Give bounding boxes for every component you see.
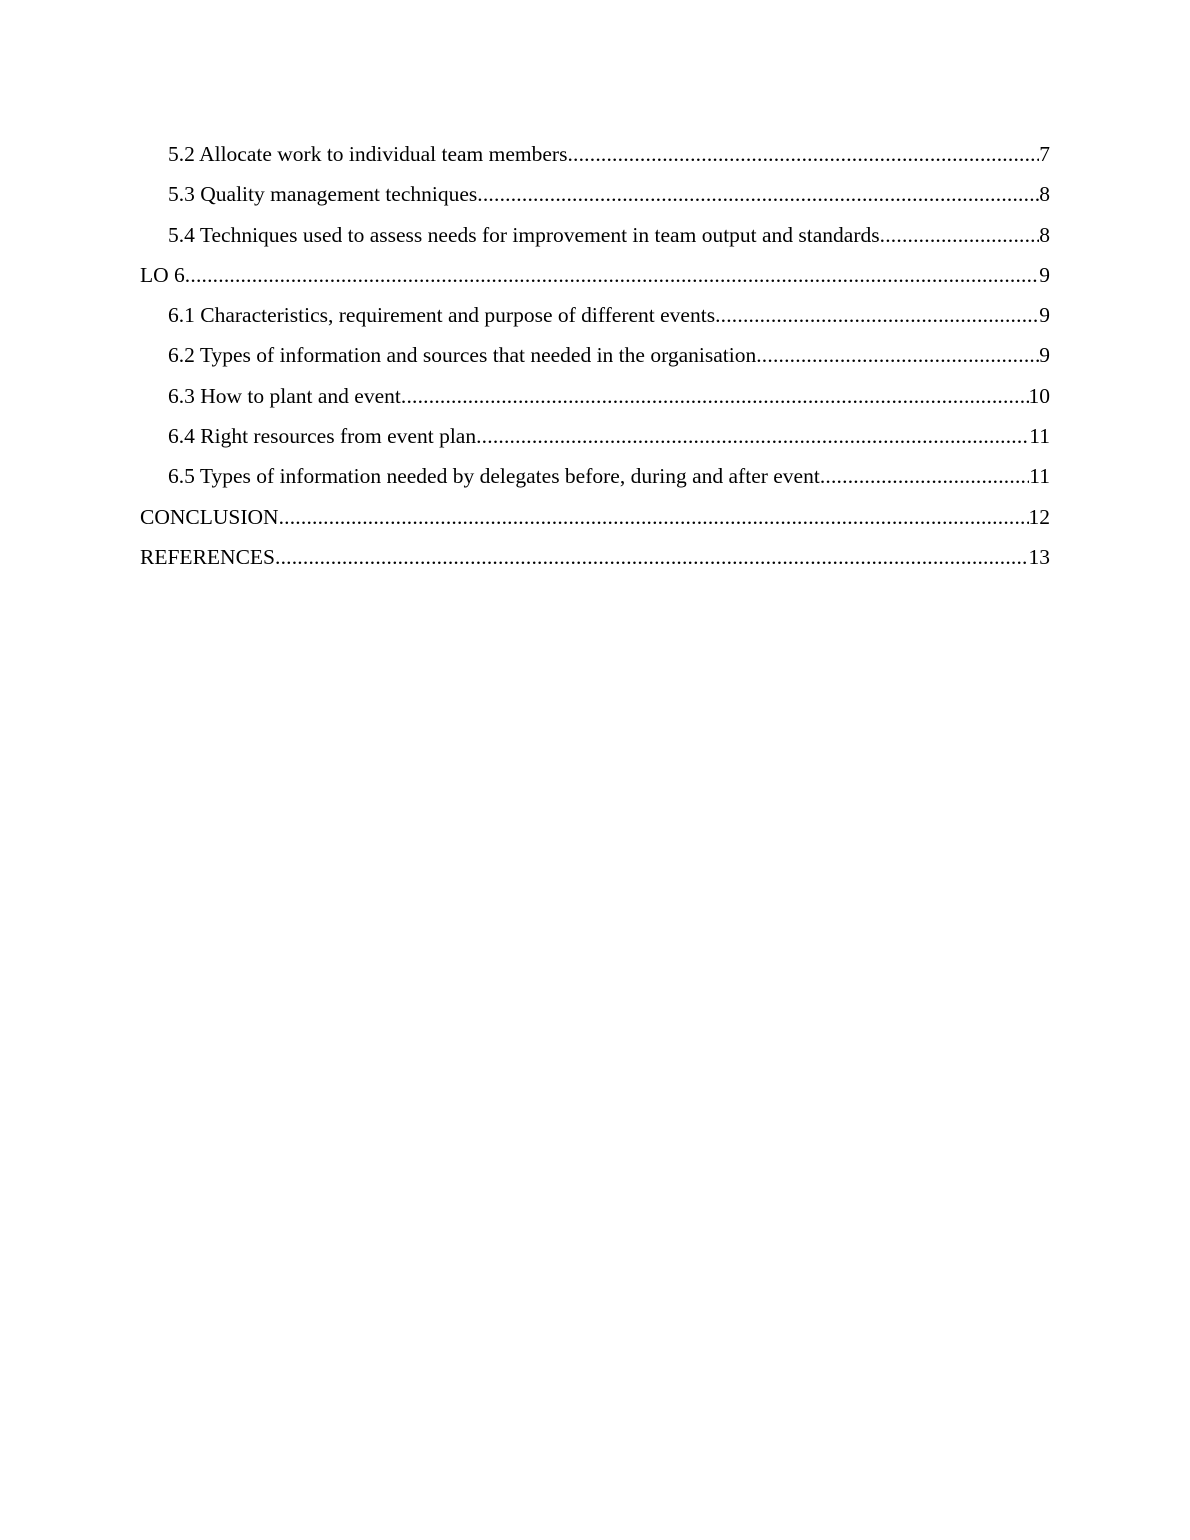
toc-entry-conclusion[interactable] [140,497,1050,537]
toc-entry-label: 6.2 Types of information and sources that needed in the organisation [168,343,757,368]
toc-page-number: 12 [1028,504,1050,529]
toc-entry-5-2[interactable] [140,134,1050,174]
toc-page-number: 8 [1039,222,1050,247]
toc-page-number: 9 [1039,303,1050,328]
toc-entry-label: 6.3 How to plant and event [168,383,401,408]
toc-page-number: 8 [1039,182,1050,207]
toc-entry-references[interactable] [140,537,1050,577]
toc-entry-6-2[interactable] [140,335,1050,375]
toc-entry-label: 5.2 Allocate work to individual team members [168,142,568,166]
toc-entry-6-5[interactable] [140,456,1050,496]
toc-entry-6-3[interactable] [140,376,1050,416]
toc-entry-6-4[interactable] [140,416,1050,456]
toc-dot-leader [279,497,1029,537]
table-of-contents [140,134,1050,577]
toc-page-number: 7 [1039,142,1050,166]
toc-dot-leader [820,456,1029,496]
toc-dot-leader [477,174,1039,214]
toc-entry-5-3[interactable] [140,174,1050,214]
toc-entry-label: REFERENCES [140,544,275,569]
toc-entry-label: 5.4 Techniques used to assess needs for improvement in team output and standards [168,222,880,247]
toc-entry-label: 6.5 Types of information needed by delegates before, during and after event [168,464,820,489]
toc-entry-6-1[interactable] [140,295,1050,335]
toc-entry-5-4[interactable] [140,215,1050,255]
toc-page-number: 11 [1029,464,1050,489]
toc-entry-label: CONCLUSION [140,504,279,529]
toc-dot-leader [476,416,1029,456]
toc-page-number: 10 [1028,383,1050,408]
toc-page-number: 11 [1029,424,1050,449]
toc-dot-leader [880,215,1040,255]
toc-dot-leader [275,537,1029,577]
toc-entry-label: 6.1 Characteristics, requirement and purpose of different events [168,303,716,328]
toc-dot-leader [185,255,1039,295]
toc-dot-leader [715,295,1039,335]
toc-page-number: 13 [1028,544,1050,569]
toc-entry-label: LO 6 [140,262,185,287]
toc-dot-leader [756,335,1039,375]
toc-dot-leader [401,376,1029,416]
toc-entry-label: 5.3 Quality management techniques [168,182,478,207]
toc-dot-leader [567,134,1039,174]
toc-entry-label: 6.4 Right resources from event plan [168,424,477,449]
toc-page-number: 9 [1039,343,1050,368]
toc-entry-lo-6[interactable] [140,255,1050,295]
toc-page-number: 9 [1039,262,1050,287]
